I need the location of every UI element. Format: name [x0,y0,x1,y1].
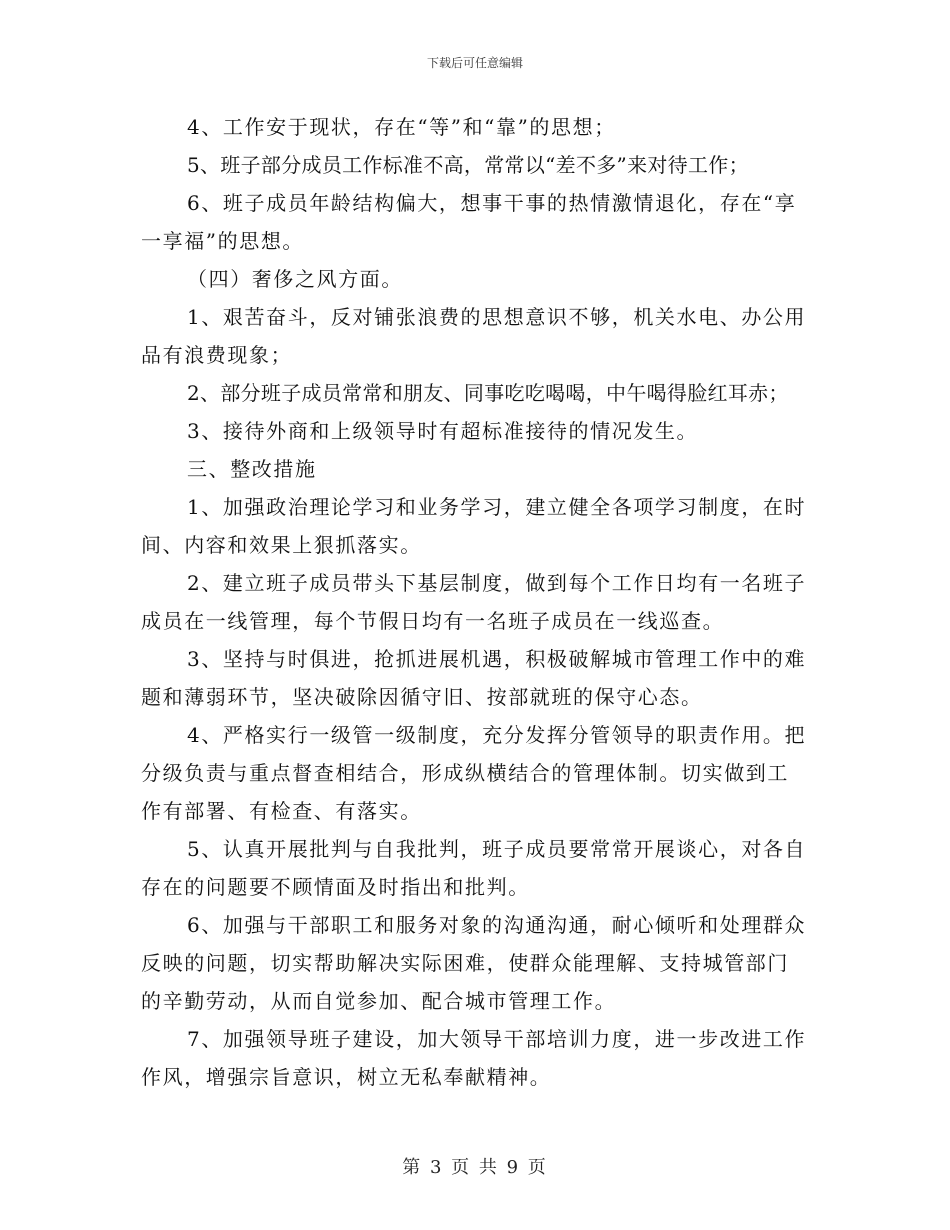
paragraph-line: 2、建立班子成员带头下基层制度，做到每个工作日均有一名班子 [187,571,807,595]
paragraph-line: 作有部署、有检查、有落实。 [141,799,422,823]
paragraph-line: 6、班子成员年龄结构偏大，想事干事的热情激情退化，存在“享 [187,191,797,215]
paragraph-line: 作风，增强宗旨意识，树立无私奉献精神。 [141,1065,552,1089]
paragraph-line: 4、工作安于现状，存在“等”和“靠”的思想； [187,115,616,139]
paragraph-line: 2、部分班子成员常常和朋友、同事吃吃喝喝，中午喝得脸红耳赤； [187,381,789,405]
page-header: 下载后可任意编辑 [426,56,523,70]
section-heading: （四）奢侈之风方面。 [187,267,403,291]
paragraph-line: 分级负责与重点督查相结合，形成纵横结合的管理体制。切实做到工 [141,761,789,785]
paragraph-line: 3、接待外商和上级领导时有超标准接待的情况发生。 [187,419,699,443]
paragraph-line: 反映的问题，切实帮助解决实际困难，使群众能理解、支持城管部门 [141,951,789,975]
paragraph-line: 一享福”的思想。 [141,229,305,253]
paragraph-line: 题和薄弱环节，坚决破除因循守旧、按部就班的保守心态。 [141,685,703,709]
paragraph-line: 5、班子部分成员工作标准不高，常常以“差不多”来对待工作； [187,153,749,177]
paragraph-line: 7、加强领导班子建设，加大领导干部培训力度，进一步改进工作 [187,1027,807,1051]
paragraph-line: 成员在一线管理，每个节假日均有一名班子成员在一线巡查。 [141,609,725,633]
paragraph-line: 间、内容和效果上狠抓落实。 [141,533,422,557]
paragraph-line: 的辛勤劳动，从而自觉参加、配合城市管理工作。 [141,989,617,1013]
paragraph-line: 5、认真开展批判与自我批判，班子成员要常常开展谈心，对各自 [187,837,807,861]
paragraph-line: 1、艰苦奋斗，反对铺张浪费的思想意识不够，机关水电、办公用 [187,305,807,329]
paragraph-line: 4、严格实行一级管一级制度，充分发挥分管领导的职责作用。把 [187,723,807,747]
page-number: 第 3 页 共 9 页 [402,1157,548,1178]
paragraph-line: 3、坚持与时俱进，抢抓进展机遇，积极破解城市管理工作中的难 [187,647,807,671]
paragraph-line: 品有浪费现象； [141,343,293,367]
paragraph-line: 6、加强与干部职工和服务对象的沟通沟通，耐心倾听和处理群众 [187,913,807,937]
paragraph-line: 存在的问题要不顾情面及时指出和批判。 [141,875,530,899]
paragraph-line: 1、加强政治理论学习和业务学习，建立健全各项学习制度，在时 [187,495,807,519]
section-heading: 三、整改措施 [187,457,317,481]
document-body [141,108,813,1096]
